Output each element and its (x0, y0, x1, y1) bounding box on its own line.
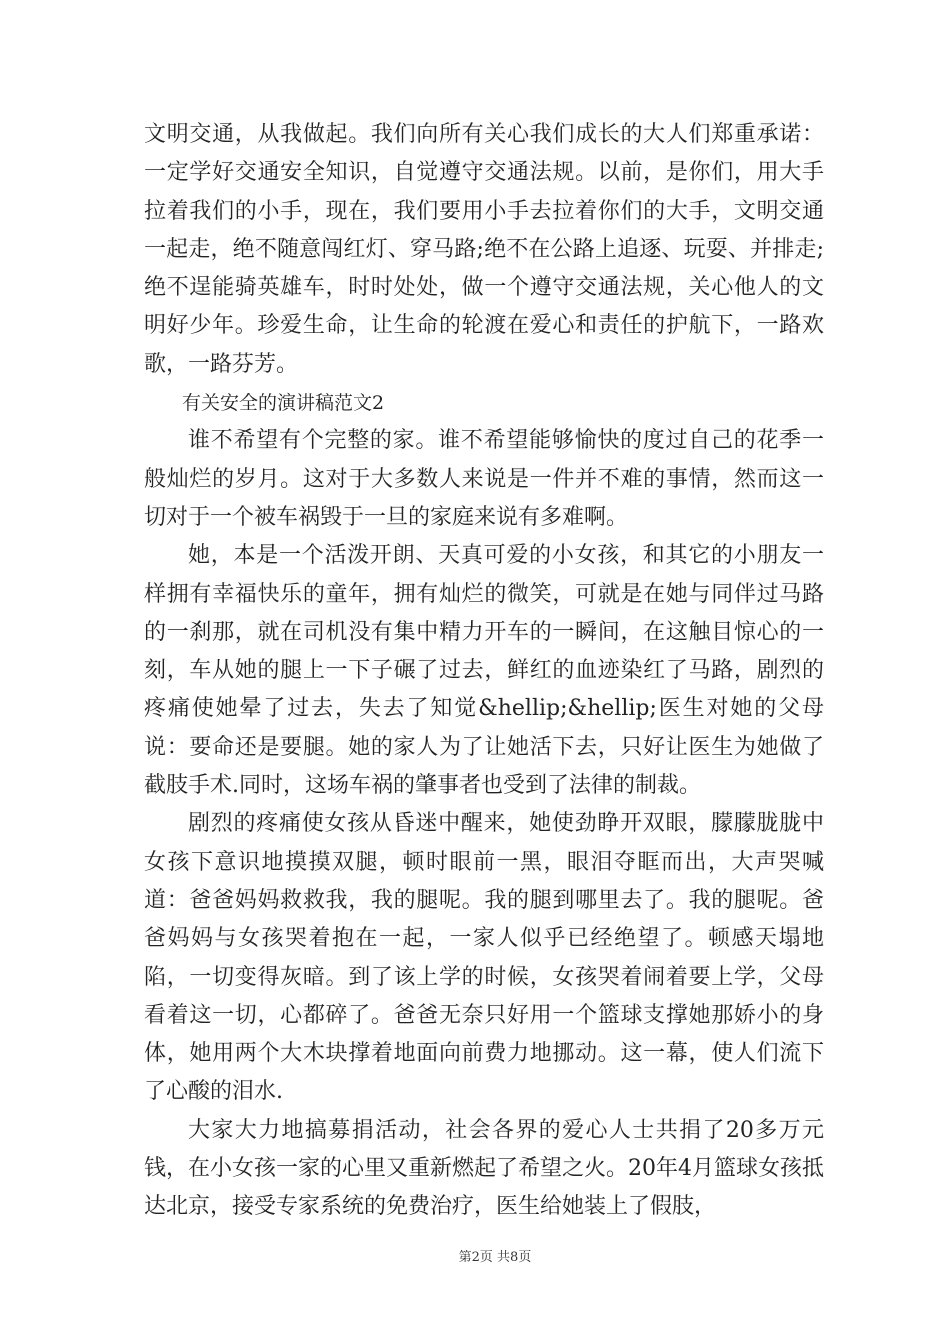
paragraph: 大家大力地搞募捐活动，社会各界的爱心人士共捐了20多万元钱，在小女孩一家的心里又重新燃起了希望之火。20年4月篮球女孩抵达北京，接受专家系统的免费治疗，医生给她装上了假肢， (144, 1117, 824, 1220)
page-number-footer: 第2页 共8页 (458, 1250, 532, 1265)
body-text (144, 116, 824, 1227)
paragraph: 剧烈的疼痛使女孩从昏迷中醒来，她使劲睁开双眼，朦朦胧胧中女孩下意识地摸摸双腿，顿时眼前一黑，眼泪夺眶而出，大声哭喊道：爸爸妈妈救救我，我的腿呢。我的腿到哪里去了。我的腿呢。爸爸妈妈与女孩哭着抱在一起，一家人似乎已经绝望了。顿感天塌地陷，一切变得灰暗。到了该上学的时候，女孩哭着闹着要上学，父母看着这一切，心都碎了。爸爸无奈只好用一个篮球支撑她那娇小的身体，她用两个大木块撑着地面向前费力地挪动。这一幕，使人们流下了心酸的泪水. (144, 811, 824, 1105)
paragraph: 谁不希望有个完整的家。谁不希望能够愉快的度过自己的花季一般灿烂的岁月。这对于大多数人来说是一件并不难的事情，然而这一切对于一个被车祸毁于一旦的家庭来说有多难啊。 (144, 428, 824, 530)
paragraph-continued: 文明交通，从我做起。我们向所有关心我们成长的大人们郑重承诺：一定学好交通安全知识，自觉遵守交通法规。以前，是你们，用大手拉着我们的小手，现在，我们要用小手去拉着你们的大手，文明交通一起走，绝不随意闯红灯、穿马路;绝不在公路上追逐、玩耍、并排走;绝不逞能骑英雄车，时时处处，做一个遵守交通法规，关心他人的文明好少年。珍爱生命，让生命的轮渡在爱心和责任的护航下，一路欢歌，一路芬芳。 (144, 122, 824, 377)
paragraph: 她，本是一个活泼开朗、天真可爱的小女孩，和其它的小朋友一样拥有幸福快乐的童年，拥有灿烂的微笑，可就是在她与同伴过马路的一刹那，就在司机没有集中精力开车的一瞬间，在这触目惊心的一刻，车从她的腿上一下子碾了过去，鲜红的血迹染红了马路，剧烈的疼痛使她晕了过去，失去了知觉&hellip;&hellip;医生对她的父母说：要命还是要腿。她的家人为了让她活下去，只好让医生为她做了截肢手术.同时，这场车祸的肇事者也受到了法律的制裁。 (144, 543, 824, 799)
section-heading: 有关安全的演讲稿范文2 (182, 392, 385, 415)
